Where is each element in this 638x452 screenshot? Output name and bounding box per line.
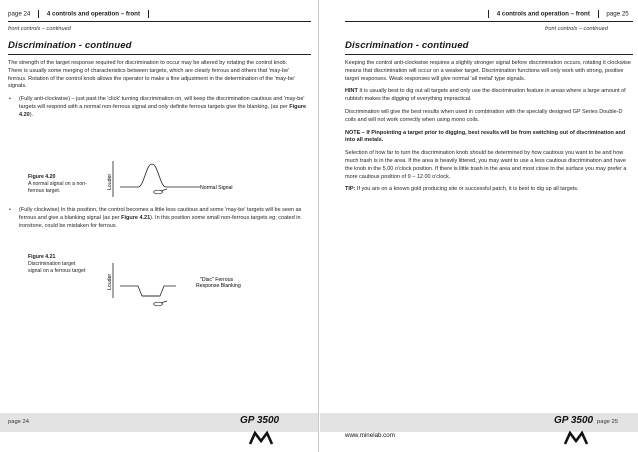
left-header — [8, 10, 155, 19]
left-body-bottom — [8, 207, 308, 235]
hint-label: HINT — [345, 88, 358, 95]
normal-signal-label: Normal Signal — [200, 185, 233, 191]
intro-paragraph-1: The strength of the target response required for discrimination to occur may be altered by rotating the control knob. — [8, 60, 288, 66]
header-divider — [148, 10, 149, 18]
normal-signal-curve — [120, 164, 200, 187]
figure-4-21-label: Figure 4.21 — [28, 254, 56, 260]
header-divider — [488, 10, 489, 18]
disc-ferrous-label: "Disc" Ferrous — [200, 277, 234, 283]
figure-4-21-graph — [108, 262, 268, 310]
minelab-logo-icon — [563, 432, 589, 446]
website-link[interactable]: www.minelab.com — [345, 432, 395, 439]
bullet-anticlockwise — [8, 96, 308, 119]
left-header-section: 4 controls and operation – front — [46, 10, 141, 18]
right-paragraph-1: Keeping the control anti-clockwise requires a slightly stronger signal before discrimination occurs, rotating it clockwise means that discrimination will occur on a weaker target. Discrimination functions will only work with strong, positive target responses. Weak responses will give normal 'all metal' type signals. — [345, 60, 631, 82]
left-subheader: front controls – continued — [8, 26, 71, 32]
left-title-rule — [8, 54, 311, 55]
figure-4-20-graph — [108, 160, 268, 198]
right-footer-page: page 25 — [597, 419, 618, 425]
figure-4-21-text: Discrimination target signal on a ferrous target — [28, 260, 86, 274]
right-header-section: 4 controls and operation – front — [496, 10, 590, 18]
hint-text: It is usually best to dig out all targets and only use the discrimination feature in areas where a large amount of rubbish makes the digging of everything impractical. — [345, 88, 626, 103]
tip-text: If you are on a known gold producing site or successful patch, it is best to dig up all targets. — [355, 186, 579, 193]
blanking-signal-curve — [120, 286, 176, 296]
right-title-rule — [345, 54, 633, 55]
figure-4-21-ref: Figure 4.21 — [121, 214, 151, 221]
figure-4-20-caption — [28, 174, 90, 194]
left-footer-page: page 24 — [8, 419, 29, 425]
response-blanking-label: Response Blanking — [196, 283, 241, 289]
bullet-dot: • — [9, 96, 11, 103]
coil-icon — [154, 301, 168, 306]
right-body — [345, 60, 633, 199]
figure-4-20-label: Figure 4.20 — [28, 174, 56, 180]
header-divider — [598, 10, 599, 18]
right-header-rule — [345, 21, 633, 22]
bullet-clockwise-end: ). In this position some small non-ferrous targets eg; coated in ironstone, could be mistaken for ferrous. — [19, 214, 301, 229]
note-paragraph — [345, 130, 633, 146]
figure-4-21-axis-label: Louder — [107, 273, 113, 290]
hint-paragraph — [345, 88, 633, 104]
note-text: If Pinpointing a target prior to digging, best results will be from switching out of discrimination and into all metals. — [345, 129, 626, 144]
coil-icon — [154, 189, 168, 194]
right-header — [482, 10, 629, 19]
right-footer-brand: GP 3500 — [554, 415, 594, 426]
bullet-anticlockwise-end: ). — [29, 111, 34, 118]
left-title: Discrimination - continued — [8, 40, 132, 51]
left-body-top — [8, 60, 308, 125]
figure-4-20-ref: Figure 4.20 — [19, 103, 307, 118]
note-label: NOTE – — [345, 129, 365, 136]
header-divider — [38, 10, 39, 18]
figure-4-20-text: A normal signal on a non-ferrous target. — [28, 180, 87, 194]
figure-4-20-axis-label: Louder — [107, 173, 113, 190]
bullet-anticlockwise-text: (Fully anti-clockwise) – just past the 'click' turning discrimination on, will keep the discrimination cautious and 'may-be' targets will respond with a normal non-ferrous signal and only definite ferrous targets give the blanking, (as per — [19, 96, 305, 110]
right-subheader: front controls – continued — [545, 26, 608, 32]
minelab-logo-icon — [248, 432, 274, 446]
right-paragraph-3: Selection of how far to turn the discrimination knob should be determined by how cautious you want to be and how much trash is in the area. If the area is heavily littered, you may want to use a less cautious discrimination and have the knob in the 5.00 o'clock position. If there is little trash in the area and most close to the surface you may prefer a more cautious position of 9 – 12.00 o'clock. — [345, 150, 627, 180]
left-header-rule — [8, 21, 311, 22]
bullet-dot: • — [9, 207, 11, 213]
right-title: Discrimination - continued — [345, 40, 469, 51]
left-header-page: page 24 — [8, 10, 31, 18]
intro-paragraph-2: There is usually some merging of characteristics between targets, which are clearly ferrous and others that 'may-be' ferrous. Rotation of the control knob allows the operator to make a fine adjustment in the determination of the 'may-be' signals. — [8, 67, 296, 90]
tip-label: TIP: — [345, 186, 356, 193]
right-page — [319, 0, 638, 452]
right-header-page: page 25 — [606, 10, 629, 18]
right-paragraph-2: Discrimination will give the best results when used in combination with the specially designed GP Series Double-D coils and will not work correctly when using mono coils. — [345, 108, 623, 123]
tip-paragraph — [345, 186, 633, 194]
left-footer-brand: GP 3500 — [240, 415, 280, 426]
bullet-clockwise-text: (Fully clockwise) In this position, the control becomes a little less cautious and some 'may-be' targets will be seen as ferrous and give a blanking signal (as per — [19, 207, 302, 221]
bullet-clockwise — [8, 207, 308, 230]
figure-4-21-caption — [28, 254, 90, 274]
